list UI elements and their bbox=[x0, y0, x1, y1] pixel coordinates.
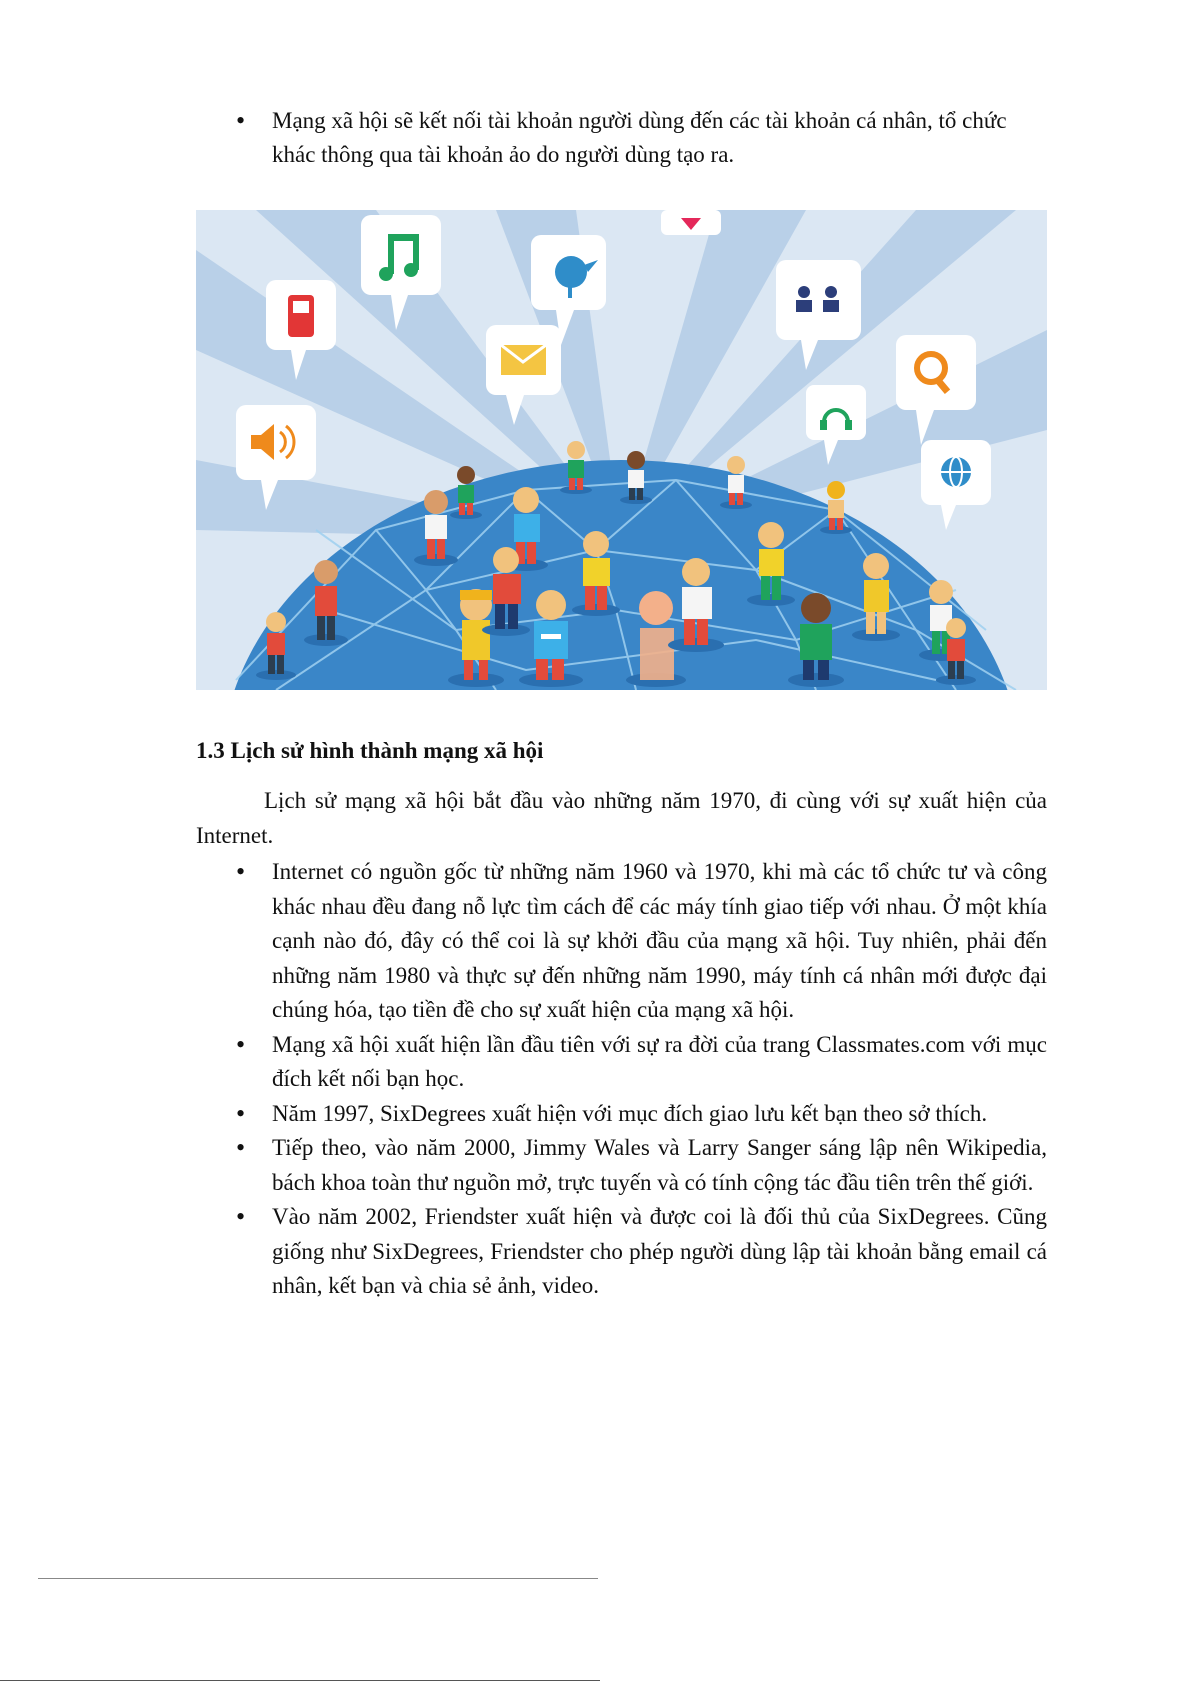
email-icon bbox=[501, 345, 546, 375]
list-item: • Năm 1997, SixDegrees xuất hiện với mục đích giao lưu kết bạn theo sở thích. bbox=[236, 1097, 1047, 1132]
list-item: • Internet có nguồn gốc từ những năm 1960 và 1970, khi mà các tổ chức tư và công khác nhau đều đang nỗ lực tìm cách để các máy tính giao tiếp với nhau. Ở một khía cạnh nào đó, đây có thể coi là sự khởi đầu của mạng xã hội. Tuy nhiên, phải đến những năm 1980 và thực sự đến những năm 1990, máy tính cá nhân mới được đại chúng hóa, tạo tiền đề cho sự xuất hiện của mạng xã hội. bbox=[236, 855, 1047, 1028]
illustration-svg bbox=[196, 210, 1047, 690]
section-heading: 1.3 Lịch sử hình thành mạng xã hội bbox=[196, 738, 544, 763]
list-item: • Tiếp theo, vào năm 2000, Jimmy Wales và Larry Sanger sáng lập nên Wikipedia, bách khoa toàn thư nguồn mở, trực tuyến và có tính cộng tác đầu tiên trên thế giới. bbox=[236, 1131, 1047, 1200]
heart-bubble bbox=[661, 210, 721, 235]
section-body bbox=[196, 784, 1047, 1304]
social-network-illustration bbox=[196, 210, 1047, 690]
mobile-phone-icon bbox=[288, 295, 314, 337]
list-item: • Vào năm 2002, Friendster xuất hiện và được coi là đối thủ của SixDegrees. Cũng giống như SixDegrees, Friendster cho phép người dùng lập tài khoản bằng email cá nhân, kết bạn và chia sẻ ảnh, video. bbox=[236, 1200, 1047, 1304]
section-intro: Lịch sử mạng xã hội bắt đầu vào những năm 1970, đi cùng với sự xuất hiện của Internet. bbox=[196, 788, 1047, 848]
intro-bullet bbox=[236, 104, 1036, 172]
history-list bbox=[196, 855, 1047, 1304]
footnote-divider bbox=[38, 1578, 598, 1579]
list-item: • Mạng xã hội xuất hiện lần đầu tiên với sự ra đời của trang Classmates.com với mục đích kết nối bạn học. bbox=[236, 1028, 1047, 1097]
page-bottom-rule bbox=[0, 1680, 600, 1681]
globe-icon bbox=[941, 457, 971, 487]
intro-bullet-text: • Mạng xã hội sẽ kết nối tài khoản người dùng đến các tài khoản cá nhân, tổ chức khác thông qua tài khoản ảo do người dùng tạo ra. bbox=[236, 104, 1036, 172]
